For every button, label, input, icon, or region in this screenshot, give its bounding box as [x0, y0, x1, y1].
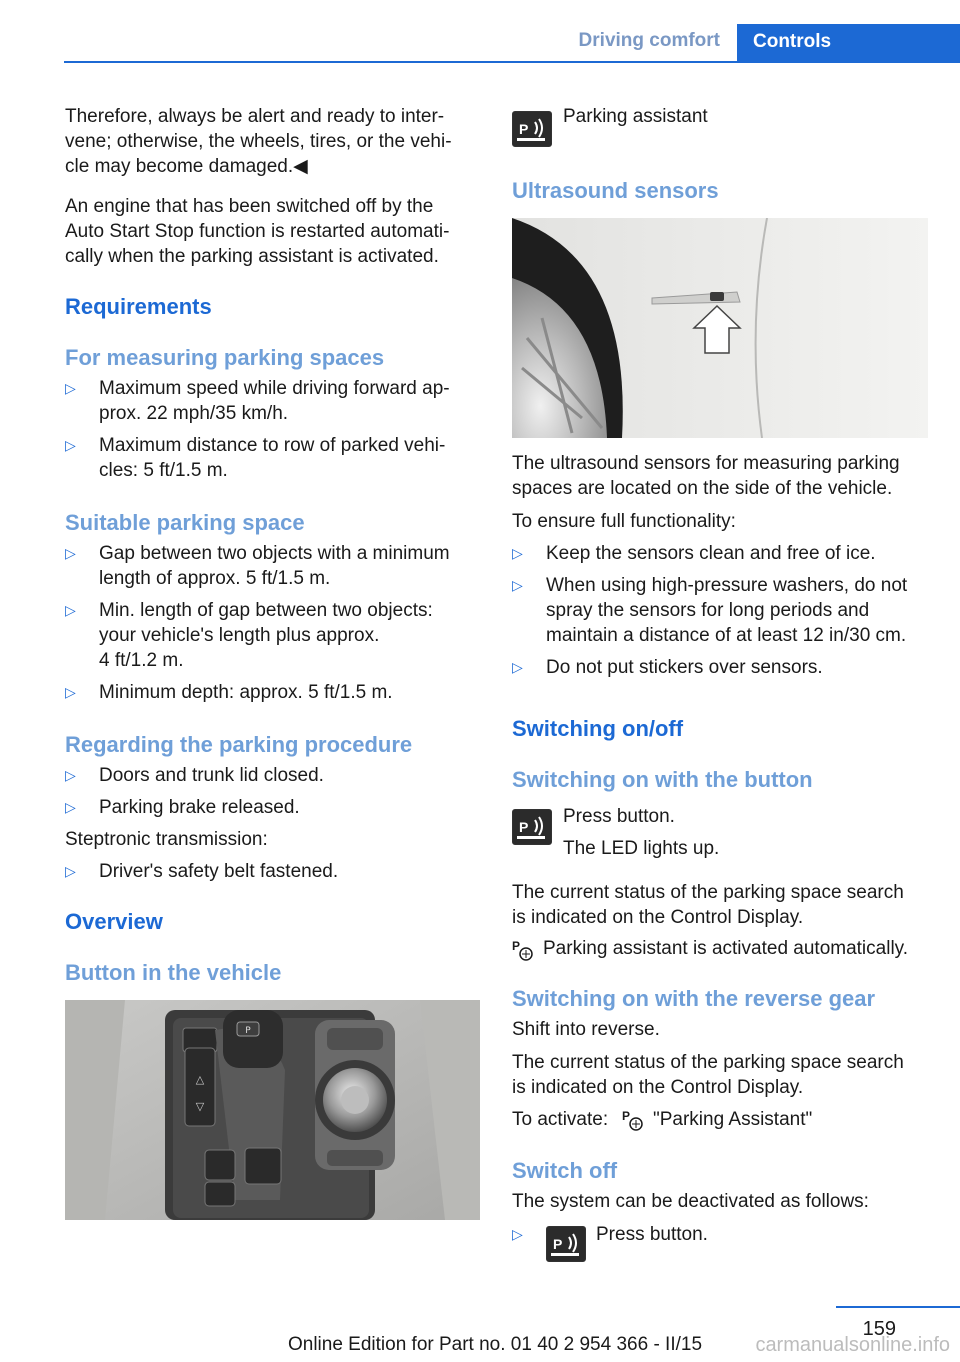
paragraph: Steptronic transmission:: [65, 829, 268, 850]
heading-requirements: Requirements: [65, 294, 212, 319]
page-number: 159: [862, 1318, 896, 1340]
parking-symbol-icon: [512, 938, 534, 967]
list-item: ▷ Keep the sensors clean and free of ice.: [512, 543, 876, 564]
bullet-icon: ▷: [65, 602, 76, 618]
list-item: ▷ Parking brake released.: [65, 797, 300, 818]
list-item: ▷ Maximum speed while driving forward ap‐ prox. 22 mph/35 km/h.: [65, 378, 450, 424]
edition-note: Online Edition for Part no. 01 40 2 954 366 - II/15: [287, 1334, 703, 1355]
list-item: ▷ Driver's safety belt fastened.: [65, 861, 339, 882]
bullet-icon: ▷: [65, 863, 76, 879]
svg-text:P: P: [519, 819, 529, 835]
caption-parking-assistant: Parking assistant: [563, 106, 708, 127]
bullet-icon: ▷: [512, 577, 523, 593]
paragraph: Shift into reverse.: [512, 1019, 660, 1040]
list-item: ▷ Gap between two objects with a minimum length of approx. 5 ft/1.5 m.: [65, 543, 450, 589]
paragraph: Therefore, always be alert and ready to inter‐ vene; otherwise, the wheels, tires, or the vehi‐ cle may become damaged.◀: [65, 106, 452, 177]
heading-on-button: Switching on with the button: [512, 767, 813, 792]
list-item: ▷ Min. length of gap between two objects: your vehicle's length plus approx. 4 ft/1.2 m.: [65, 600, 433, 671]
footer-rule: [836, 1306, 960, 1308]
paragraph: To activate:: [512, 1109, 609, 1130]
svg-text:P: P: [512, 939, 521, 953]
svg-text:P: P: [245, 1026, 251, 1036]
parking-assistant-button-icon: [512, 809, 552, 845]
bullet-icon: ▷: [512, 659, 523, 675]
list-item: ▷ Minimum depth: approx. 5 ft/1.5 m.: [65, 682, 393, 703]
heading-overview: Overview: [65, 909, 163, 934]
list-item: ▷ Do not put stickers over sensors.: [512, 657, 823, 678]
heading-button: Button in the vehicle: [65, 960, 282, 985]
svg-text:P: P: [553, 1236, 563, 1252]
list-item: ▷ Doors and trunk lid closed.: [65, 765, 324, 786]
paragraph: Parking assistant is activated automatically.: [543, 938, 909, 959]
bullet-icon: ▷: [65, 684, 76, 700]
list-item: ▷ Maximum distance to row of parked vehi‐ cles: 5 ft/1.5 m.: [65, 435, 446, 481]
paragraph: The system can be deactivated as follows:: [512, 1191, 869, 1212]
header-rule: [64, 61, 960, 63]
ultrasound-sensor-photo: [512, 218, 928, 438]
menu-item-parking-assistant: "Parking Assistant": [653, 1109, 813, 1130]
heading-suitable: Suitable parking space: [65, 510, 305, 535]
bullet-icon: ▷: [65, 380, 76, 396]
heading-reverse: Switching on with the reverse gear: [512, 986, 876, 1011]
page-header: [0, 24, 960, 62]
paragraph: To ensure full functionality:: [512, 511, 736, 532]
bullet-icon: ▷: [512, 1226, 523, 1242]
parking-symbol-icon: [622, 1108, 644, 1137]
heading-ultrasound: Ultrasound sensors: [512, 178, 719, 203]
paragraph: An engine that has been switched off by the Auto Start Stop function is restarted automati‐ cally when the parking assistant is activated.: [65, 196, 450, 267]
list-item: ▷ When using high-pressure washers, do not spray the sensors for long periods and maintain a distance of at least 12 in/30 cm.: [512, 575, 908, 646]
heading-regarding: Regarding the parking procedure: [65, 732, 413, 757]
bullet-icon: ▷: [512, 545, 523, 561]
paragraph: The ultrasound sensors for measuring parking spaces are located on the side of the vehicle.: [512, 453, 900, 499]
bullet-icon: ▷: [65, 767, 76, 783]
paragraph: The current status of the parking space search is indicated on the Control Display.: [512, 1052, 904, 1098]
bullet-icon: ▷: [65, 437, 76, 453]
center-console-photo: [65, 1000, 480, 1220]
svg-text:△: △: [195, 1073, 205, 1086]
svg-text:▽: ▽: [195, 1100, 205, 1113]
parking-assistant-button-icon: [512, 111, 552, 147]
chapter-tab: Controls: [737, 24, 960, 62]
heading-switch-off: Switch off: [512, 1158, 618, 1183]
paragraph: The LED lights up.: [563, 838, 720, 859]
watermark: carmanualsonline.info: [755, 1334, 950, 1356]
svg-text:P: P: [622, 1109, 631, 1123]
section-title: Driving comfort: [578, 30, 720, 51]
parking-assistant-button-icon: [546, 1226, 586, 1262]
bullet-icon: ▷: [65, 545, 76, 561]
paragraph: The current status of the parking space search is indicated on the Control Display.: [512, 882, 904, 928]
svg-text:P: P: [519, 121, 529, 137]
paragraph: Press button.: [596, 1224, 708, 1245]
paragraph: Press button.: [563, 806, 675, 827]
bullet-icon: ▷: [65, 799, 76, 815]
heading-switching: Switching on/off: [512, 716, 684, 741]
heading-measuring: For measuring parking spaces: [65, 345, 385, 370]
